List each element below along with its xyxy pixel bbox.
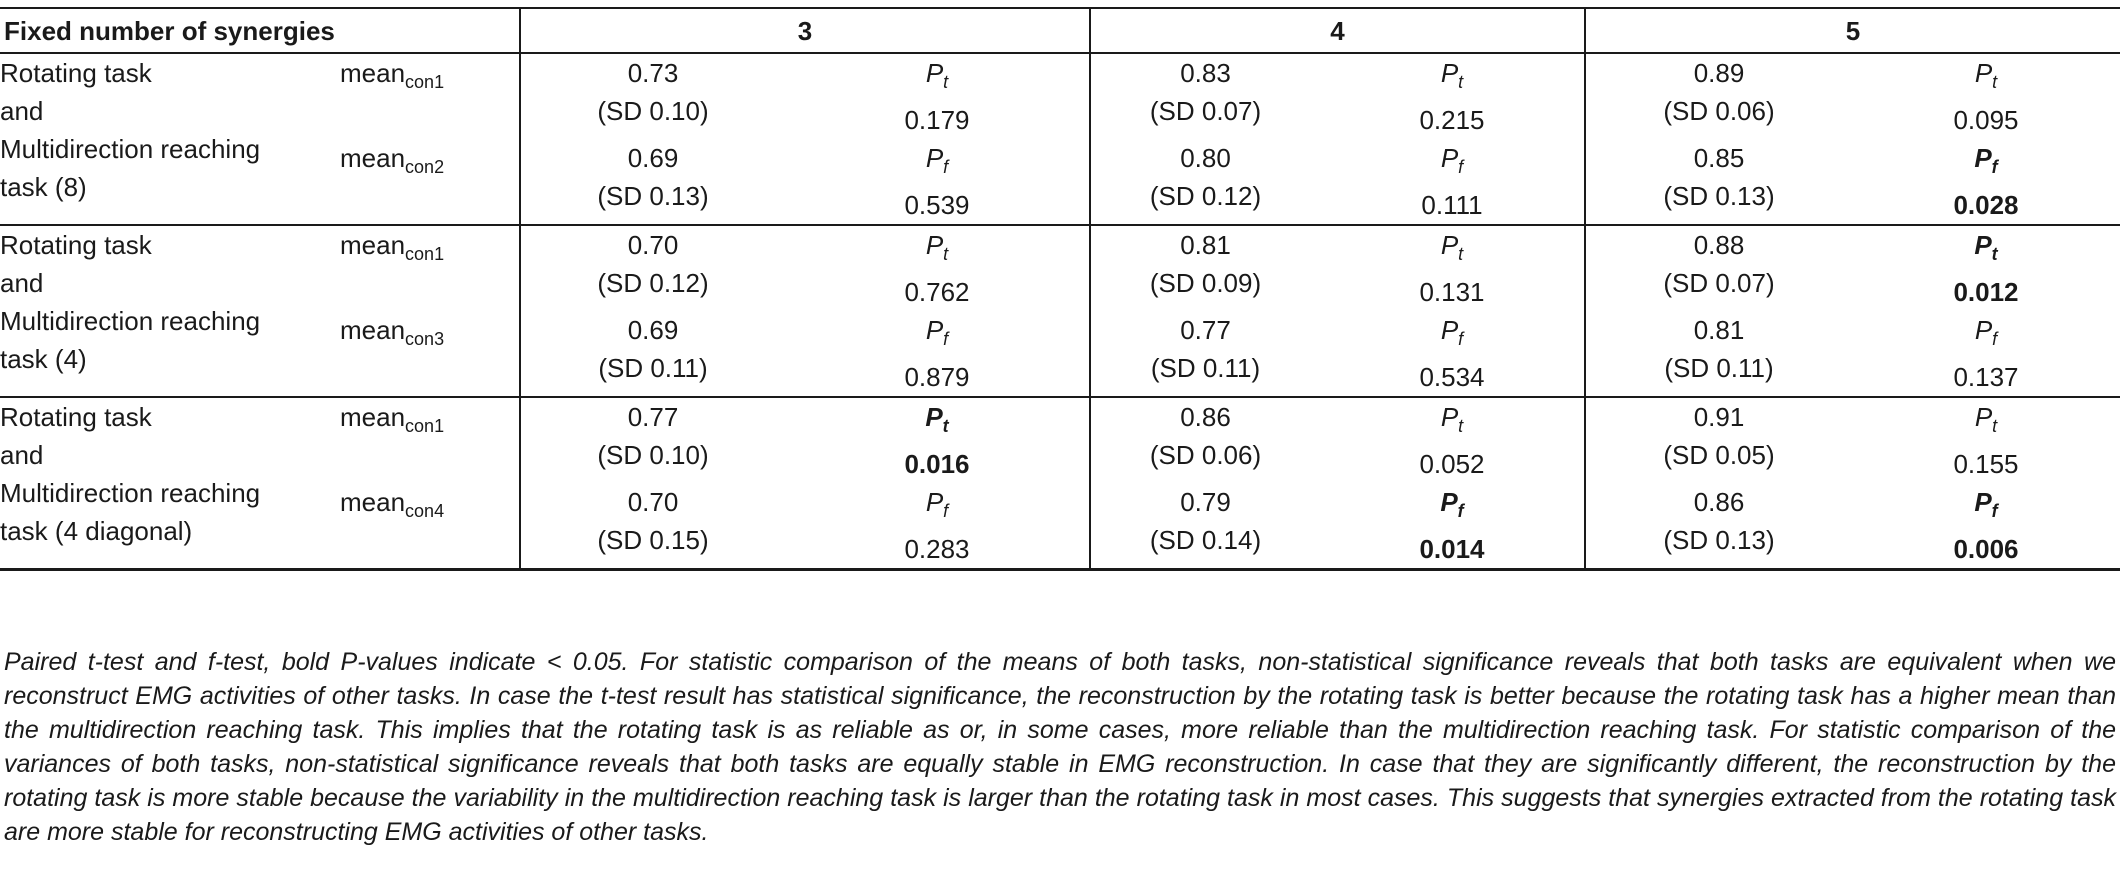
p-subscript: f — [943, 501, 949, 521]
p-value-cell — [1852, 397, 2120, 483]
mean-value: 0.86 — [1693, 487, 1745, 517]
task-label — [0, 53, 340, 225]
p-letter: P — [925, 487, 944, 517]
mean-cell — [1090, 225, 1320, 311]
p-value: 0.012 — [1953, 277, 2019, 307]
task-label-line: and — [0, 96, 44, 126]
p-value-cell — [785, 311, 1090, 397]
p-label — [1320, 139, 1584, 186]
condition-base: mean — [340, 143, 406, 173]
p-value-cell — [1320, 139, 1585, 225]
sd-value: (SD 0.11) — [598, 353, 708, 383]
mean-cell — [1585, 53, 1852, 139]
p-value: 0.028 — [1953, 190, 2019, 220]
p-letter: P — [1440, 487, 1458, 517]
p-label — [1320, 311, 1584, 358]
condition-subscript: con1 — [405, 72, 445, 92]
mean-value: 0.91 — [1693, 402, 1745, 432]
condition-label — [340, 311, 520, 397]
mean-cell — [520, 311, 785, 397]
p-letter: P — [925, 58, 944, 88]
p-value-cell — [1852, 311, 2120, 397]
p-value-cell — [1852, 53, 2120, 139]
mean-value: 0.73 — [627, 58, 679, 88]
mean-value: 0.83 — [1180, 58, 1231, 88]
p-value-cell — [785, 53, 1090, 139]
mean-cell — [520, 139, 785, 225]
p-subscript: f — [1991, 157, 1998, 177]
mean-cell — [520, 483, 785, 570]
mean-cell — [1585, 397, 1852, 483]
p-value: 0.137 — [1953, 362, 2019, 392]
p-value: 0.155 — [1953, 449, 2019, 479]
p-value-cell — [1320, 483, 1585, 570]
task-label — [0, 397, 340, 570]
p-subscript: f — [1991, 501, 1998, 521]
p-letter: P — [1440, 143, 1459, 173]
p-label — [1320, 398, 1584, 445]
p-value: 0.111 — [1421, 190, 1483, 220]
p-subscript: f — [943, 329, 949, 349]
p-value: 0.052 — [1419, 449, 1485, 479]
sd-value: (SD 0.10) — [597, 440, 709, 470]
p-label — [785, 311, 1089, 358]
p-subscript: f — [1458, 329, 1464, 349]
p-label — [1852, 226, 2120, 273]
mean-value: 0.77 — [627, 402, 679, 432]
p-subscript: t — [1458, 244, 1464, 264]
p-subscript: f — [1457, 501, 1464, 521]
p-letter: P — [925, 402, 943, 432]
header-col-4: 4 — [1090, 8, 1585, 53]
p-label — [1320, 226, 1584, 273]
table-row — [0, 225, 2120, 311]
mean-value: 0.70 — [627, 487, 679, 517]
sd-value: (SD 0.15) — [597, 525, 709, 555]
sd-value: (SD 0.07) — [1149, 96, 1262, 126]
p-label — [1852, 54, 2120, 101]
mean-value: 0.88 — [1693, 230, 1745, 260]
p-label — [785, 54, 1089, 101]
sd-value: (SD 0.13) — [1663, 181, 1775, 211]
p-letter: P — [1974, 230, 1992, 260]
sd-value: (SD 0.09) — [1149, 268, 1262, 298]
p-value: 0.016 — [904, 449, 970, 479]
mean-cell — [1090, 311, 1320, 397]
mean-value: 0.79 — [1180, 487, 1231, 517]
p-value: 0.095 — [1953, 105, 2019, 135]
mean-value: 0.69 — [627, 315, 679, 345]
table-body — [0, 53, 2120, 570]
condition-subscript: con1 — [405, 244, 445, 264]
p-letter: P — [925, 315, 944, 345]
mean-cell — [1585, 225, 1852, 311]
p-value: 0.539 — [904, 190, 970, 220]
condition-base: mean — [340, 58, 406, 88]
p-value-cell — [1320, 225, 1585, 311]
p-value-cell — [785, 225, 1090, 311]
condition-subscript: con1 — [405, 416, 445, 436]
condition-label — [340, 483, 520, 570]
condition-base: mean — [340, 402, 406, 432]
p-value: 0.014 — [1419, 534, 1485, 564]
p-value: 0.283 — [904, 534, 970, 564]
p-subscript: t — [1992, 416, 1998, 436]
p-value: 0.534 — [1419, 362, 1485, 392]
synergy-comparison-table — [0, 7, 2120, 571]
p-label — [1320, 54, 1584, 101]
task-label-line: Rotating task — [0, 58, 152, 88]
p-letter: P — [1974, 402, 1993, 432]
sd-value: (SD 0.11) — [1150, 353, 1261, 383]
p-letter: P — [1974, 58, 1993, 88]
mean-cell — [520, 225, 785, 311]
sd-value: (SD 0.11) — [1664, 353, 1774, 383]
p-subscript: f — [943, 157, 949, 177]
task-label-line: task (8) — [0, 172, 87, 202]
p-value: 0.762 — [904, 277, 970, 307]
sd-value: (SD 0.14) — [1149, 525, 1262, 555]
sd-value: (SD 0.05) — [1663, 440, 1775, 470]
mean-cell — [520, 53, 785, 139]
mean-cell — [1585, 139, 1852, 225]
p-value-cell — [785, 397, 1090, 483]
p-value-cell — [785, 483, 1090, 570]
header-col-5: 5 — [1585, 8, 2120, 53]
mean-cell — [1585, 311, 1852, 397]
p-subscript: t — [942, 416, 949, 436]
mean-value: 0.89 — [1693, 58, 1745, 88]
sd-value: (SD 0.13) — [1663, 525, 1775, 555]
mean-value: 0.69 — [627, 143, 679, 173]
task-label — [0, 225, 340, 397]
p-value-cell — [1852, 139, 2120, 225]
mean-cell — [520, 397, 785, 483]
header-row — [0, 8, 2120, 53]
mean-value: 0.85 — [1693, 143, 1745, 173]
table-footnote: Paired t-test and f-test, bold P-values indicate < 0.05. For statistic comparison of the means of both tasks, non-statistical significance reveals that both tasks are equivalent when we reconstruct EMG activities of other tasks. In case the t-test result has statistical significance, the reconstruction by the rotating task is better because the rotating task has a higher mean than the multidirection reaching task. This implies that the rotating task is as reliable as or, in some cases, more reliable than the multidirection reaching task. For statistic comparison of the variances of both tasks, non-statistical significance reveals that both tasks are equally stable in EMG reconstruction. In case that they are significantly different, the reconstruction by the rotating task is more stable because the variability in the multidirection reaching task is larger than the rotating task in most cases. This suggests that synergies extracted from the rotating task are more stable for reconstructing EMG activities of other tasks. — [4, 648, 2116, 846]
p-label — [1852, 483, 2120, 530]
task-label-line: task (4) — [0, 344, 87, 374]
task-label-line: and — [0, 440, 44, 470]
p-label — [1320, 483, 1584, 530]
task-label-line: Multidirection reaching — [0, 478, 261, 508]
p-letter: P — [1440, 230, 1459, 260]
p-label — [785, 483, 1089, 530]
mean-cell — [1090, 483, 1320, 570]
mean-cell — [1090, 397, 1320, 483]
p-letter: P — [1440, 58, 1459, 88]
task-label-line: Rotating task — [0, 402, 152, 432]
p-label — [785, 139, 1089, 186]
mean-value: 0.80 — [1180, 143, 1231, 173]
mean-value: 0.70 — [627, 230, 679, 260]
p-label — [785, 226, 1089, 273]
p-subscript: f — [1992, 329, 1998, 349]
p-value: 0.879 — [904, 362, 970, 392]
p-value: 0.179 — [904, 105, 970, 135]
condition-subscript: con4 — [405, 501, 445, 521]
condition-subscript: con3 — [405, 329, 445, 349]
p-value-cell — [1320, 397, 1585, 483]
p-letter: P — [1974, 143, 1992, 173]
p-subscript: t — [1458, 416, 1464, 436]
sd-value: (SD 0.12) — [597, 268, 709, 298]
condition-base: mean — [340, 230, 406, 260]
task-label-line: Rotating task — [0, 230, 152, 260]
header-label: Fixed number of synergies — [0, 8, 520, 53]
p-value-cell — [1320, 311, 1585, 397]
p-subscript: t — [1991, 244, 1998, 264]
mean-value: 0.86 — [1180, 402, 1231, 432]
sd-value: (SD 0.12) — [1149, 181, 1262, 211]
table-row — [0, 53, 2120, 139]
p-label — [1852, 311, 2120, 358]
p-value-cell — [1852, 225, 2120, 311]
p-value: 0.131 — [1419, 277, 1485, 307]
sd-value: (SD 0.10) — [597, 96, 709, 126]
p-subscript: t — [943, 72, 949, 92]
p-subscript: t — [1458, 72, 1464, 92]
mean-cell — [1090, 139, 1320, 225]
mean-value: 0.81 — [1693, 315, 1745, 345]
condition-base: mean — [340, 487, 406, 517]
task-label-line: Multidirection reaching — [0, 306, 261, 336]
condition-label — [340, 225, 520, 311]
p-value: 0.215 — [1419, 105, 1485, 135]
sd-value: (SD 0.07) — [1663, 268, 1775, 298]
p-subscript: t — [943, 244, 949, 264]
condition-label — [340, 53, 520, 139]
table-row — [0, 397, 2120, 483]
p-letter: P — [1440, 315, 1459, 345]
header-col-3: 3 — [520, 8, 1090, 53]
mean-cell — [1585, 483, 1852, 570]
task-label-line: task (4 diagonal) — [0, 516, 193, 546]
p-letter: P — [1440, 402, 1459, 432]
condition-base: mean — [340, 315, 406, 345]
p-value-cell — [1852, 483, 2120, 570]
task-label-line: Multidirection reaching — [0, 134, 261, 164]
condition-subscript: con2 — [405, 157, 445, 177]
p-letter: P — [1974, 315, 1993, 345]
p-subscript: t — [1992, 72, 1998, 92]
sd-value: (SD 0.13) — [597, 181, 709, 211]
p-value-cell — [1320, 53, 1585, 139]
p-label — [1852, 139, 2120, 186]
mean-value: 0.77 — [1180, 315, 1231, 345]
p-label — [785, 398, 1089, 445]
condition-label — [340, 397, 520, 483]
p-label — [1852, 398, 2120, 445]
mean-cell — [1090, 53, 1320, 139]
task-label-line: and — [0, 268, 44, 298]
sd-value: (SD 0.06) — [1663, 96, 1775, 126]
p-value: 0.006 — [1953, 534, 2019, 564]
mean-value: 0.81 — [1180, 230, 1231, 260]
p-value-cell — [785, 139, 1090, 225]
p-letter: P — [1974, 487, 1992, 517]
sd-value: (SD 0.06) — [1149, 440, 1262, 470]
p-subscript: f — [1458, 157, 1464, 177]
p-letter: P — [925, 230, 944, 260]
p-letter: P — [925, 143, 944, 173]
condition-label — [340, 139, 520, 225]
